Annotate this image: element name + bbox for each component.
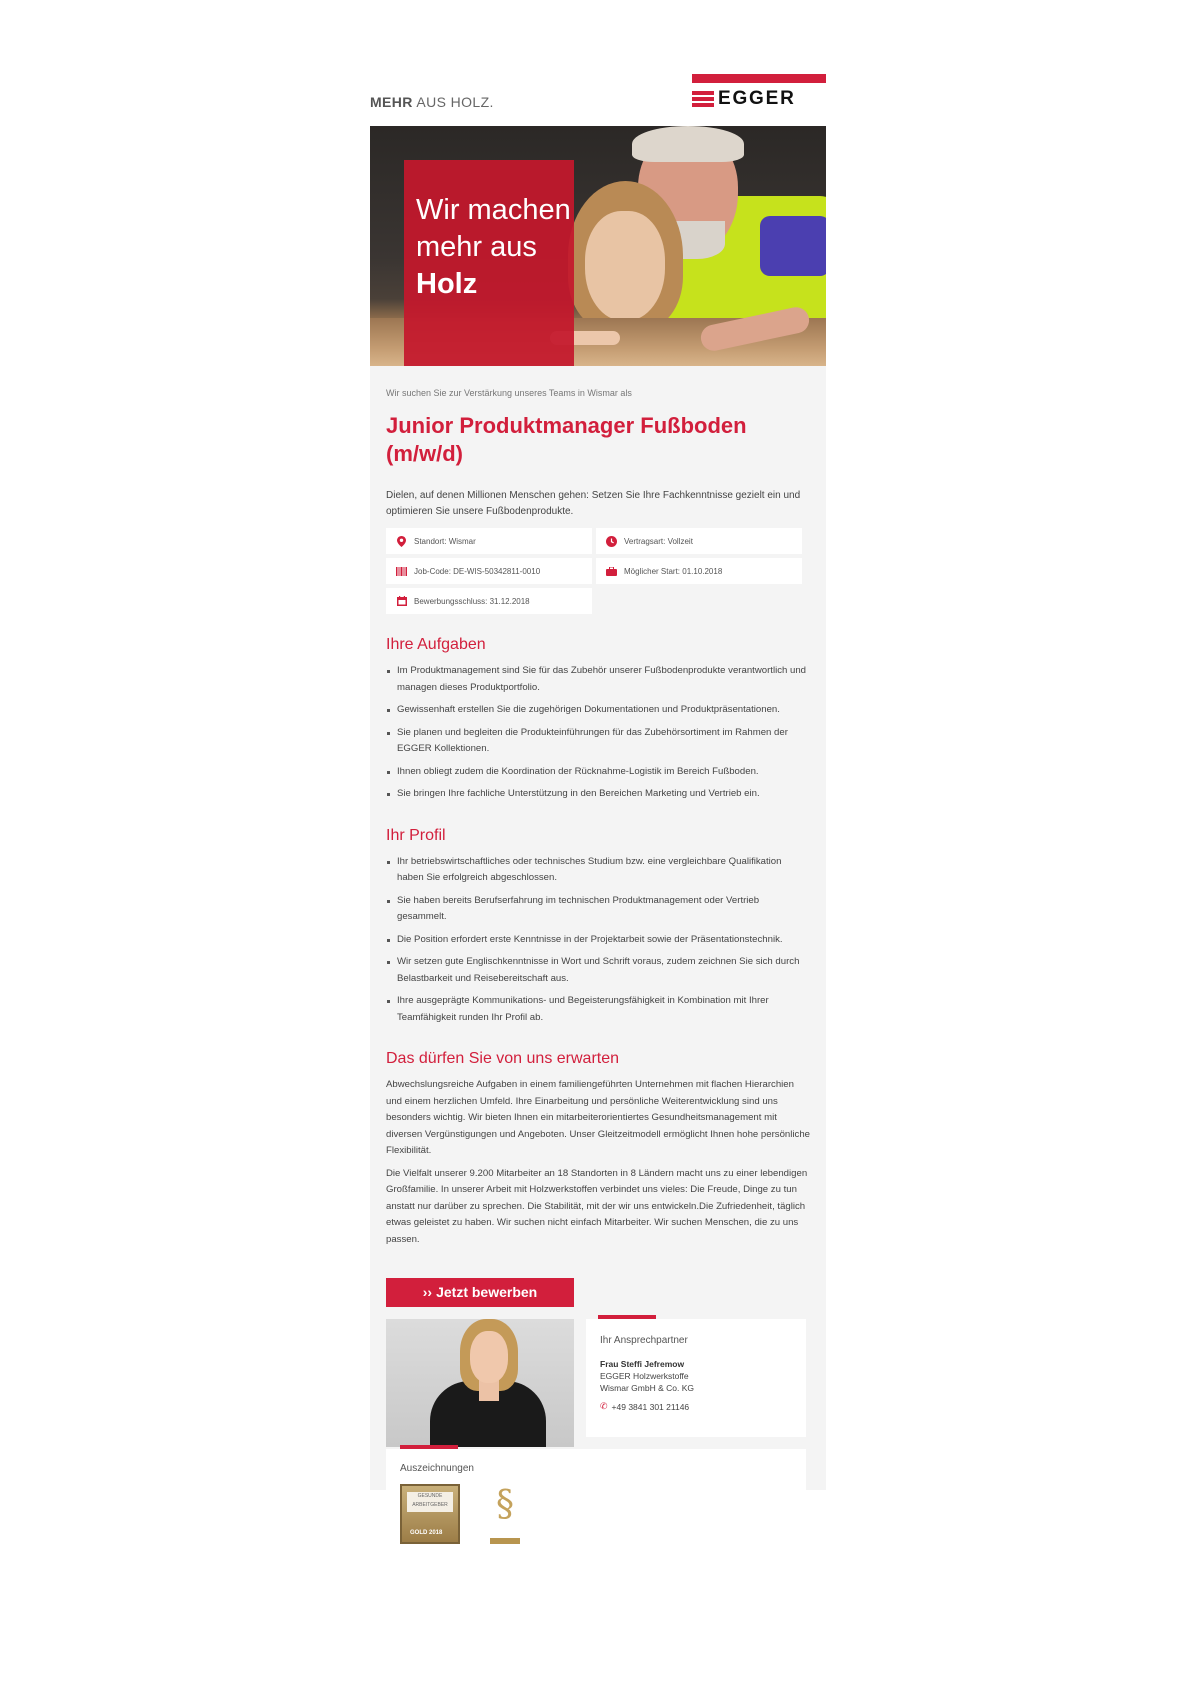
list-item: Sie bringen Ihre fachliche Unterstützung in den Bereichen Marketing und Vertrieb ein.	[386, 786, 810, 803]
profile-list	[386, 854, 810, 1027]
fact-start-text: Möglicher Start: 01.10.2018	[624, 566, 723, 576]
contact-photo-face	[470, 1331, 508, 1383]
claim-strong: MEHR	[370, 94, 413, 110]
offer-heading: Das dürfen Sie von uns erwarten	[386, 1050, 620, 1067]
contact-title: Ihr Ansprechpartner	[600, 1335, 688, 1346]
fact-location-text: Standort: Wismar	[414, 536, 476, 546]
tasks-heading: Ihre Aufgaben	[386, 636, 486, 653]
award-badge-healthy-employer	[400, 1484, 460, 1544]
logo-e-mark-icon	[692, 91, 714, 107]
barcode-icon	[396, 566, 407, 577]
trophy-base	[490, 1538, 520, 1544]
hero-photo-sleeve	[760, 216, 826, 276]
award-badge-trophy	[488, 1484, 524, 1544]
hero-photo-hair	[632, 126, 744, 162]
list-item: Wir setzen gute Englischkenntnisse in Wort und Schrift voraus, zudem zeichnen Sie sich durch Belastbarkeit und Reisebereitschaft aus.	[386, 954, 810, 987]
contact-phone-number: +49 3841 301 21146	[611, 1401, 690, 1412]
awards-title: Auszeichnungen	[400, 1463, 474, 1474]
hero-slogan-line-2: mehr aus	[416, 231, 537, 263]
list-item: Im Produktmanagement sind Sie für das Zubehör unserer Fußbodenprodukte verantwortlich und managen dieses Produktportfolio.	[386, 663, 810, 696]
badge-year: GOLD 2018	[410, 1530, 443, 1536]
job-title: Junior Produktmanager Fußboden (m/w/d)	[386, 413, 747, 466]
fact-contract	[596, 528, 802, 554]
list-item: Sie planen und begleiten die Produkteinführungen für das Zubehörsortiment im Rahmen der EGGER Kollektionen.	[386, 725, 810, 758]
header	[370, 72, 826, 126]
list-item: Gewissenhaft erstellen Sie die zugehörigen Dokumentationen und Produktpräsentationen.	[386, 702, 810, 719]
contact-name: Frau Steffi Jefremow	[600, 1359, 685, 1369]
job-content	[370, 366, 826, 1536]
clock-icon	[606, 536, 617, 547]
fact-contract-text: Vertragsart: Vollzeit	[624, 536, 693, 546]
chevron-right-icon: ››	[422, 1284, 433, 1300]
logo-wordmark: EGGER	[718, 88, 796, 109]
hero-slogan-line-3: Holz	[416, 268, 478, 300]
apply-button-label: Jetzt bewerben	[436, 1284, 538, 1300]
list-item: Sie haben bereits Berufserfahrung im technischen Produktmanagement oder Vertrieb gesammelt.	[386, 893, 810, 926]
hero-slogan-line-1: Wir machen	[416, 194, 571, 226]
job-intro: Wir suchen Sie zur Verstärkung unseres Teams in Wismar als	[386, 388, 632, 398]
hero-image	[370, 126, 826, 366]
offer-paragraph-2: Die Vielfalt unserer 9.200 Mitarbeiter an 18 Standorten in 8 Ländern macht uns zu einer lebendigen Großfamilie. In unserer Arbeit mit Holzwerkstoffen verbindet uns vieles: Die Freude, Dinge zu tun anstatt nur darüber zu sprechen. Die Stabilität, mit der wir uns entwickeln.Die Zufriedenheit, täglich etwas geleistet zu haben. Wir suchen nicht einfach Mitarbeiter. Wir suchen Menschen, die zu uns passen.	[386, 1167, 808, 1245]
calendar-icon	[396, 596, 407, 607]
tasks-list	[386, 663, 810, 803]
logo-bar	[692, 74, 826, 83]
phone-icon: ✆	[600, 1401, 608, 1411]
contact-company-1: EGGER Holzwerkstoffe	[600, 1371, 689, 1381]
brand-claim	[370, 94, 494, 110]
card-accent	[598, 1315, 656, 1319]
fact-code	[386, 558, 592, 584]
job-ad-page	[370, 72, 826, 1536]
list-item: Ihre ausgeprägte Kommunikations- und Begeisterungsfähigkeit in Kombination mit Ihrer Teamfähigkeit runden Ihr Profil ab.	[386, 993, 810, 1026]
claim-rest: AUS HOLZ.	[412, 94, 494, 110]
egger-logo[interactable]	[692, 74, 826, 108]
job-facts	[386, 528, 802, 614]
fact-deadline	[386, 588, 592, 614]
hero-slogan	[416, 192, 571, 303]
job-lead: Dielen, auf denen Millionen Menschen gehen: Setzen Sie Ihre Fachkenntnisse gezielt ein und optimieren Sie unsere Fußbodenprodukte.	[386, 490, 801, 517]
fact-location	[386, 528, 592, 554]
awards-section	[386, 1449, 806, 1567]
briefcase-icon	[606, 566, 617, 577]
hero-photo-woman-face	[585, 211, 665, 321]
trophy-icon: §	[496, 1484, 514, 1525]
fact-start	[596, 558, 802, 584]
fact-code-text: Job-Code: DE-WIS-50342811-0010	[414, 566, 541, 576]
contact-card	[586, 1319, 806, 1437]
list-item: Ihnen obliegt zudem die Koordination der Rücknahme-Logistik im Bereich Fußboden.	[386, 764, 810, 781]
map-pin-icon	[396, 536, 407, 547]
contact-photo	[386, 1319, 574, 1447]
contact-company-2: Wismar GmbH & Co. KG	[600, 1383, 694, 1393]
list-item: Ihr betriebswirtschaftliches oder technisches Studium bzw. eine vergleichbare Qualifikation haben Sie erfolgreich abgeschlossen.	[386, 854, 810, 887]
contact-phone[interactable]	[600, 1401, 792, 1412]
contact-section	[386, 1319, 810, 1449]
awards-accent	[400, 1445, 458, 1449]
fact-deadline-text: Bewerbungsschluss: 31.12.2018	[414, 596, 530, 606]
profile-heading: Ihr Profil	[386, 826, 446, 844]
list-item: Die Position erfordert erste Kenntnisse in der Projektarbeit sowie der Präsentationstechnik.	[386, 932, 810, 949]
offer-paragraph-1: Abwechslungsreiche Aufgaben in einem familiengeführten Unternehmen mit flachen Hierarchien und einem herzlichen Umfeld. Ihre Einarbeitung und persönliche Weiterentwicklung sind uns besonders wichtig. Wir bieten Ihnen ein mitarbeiterorientiertes Gesundheitsmanagement mit diversen Vergünstigungen und Angeboten. Unser Gleitzeitmodell ermöglicht Ihnen hohe persönliche Flexibilität.	[386, 1079, 810, 1156]
badge-text: GESUNDE ARBEITGEBER	[407, 1492, 453, 1512]
awards-badges	[400, 1484, 792, 1544]
apply-button[interactable]	[386, 1278, 574, 1307]
